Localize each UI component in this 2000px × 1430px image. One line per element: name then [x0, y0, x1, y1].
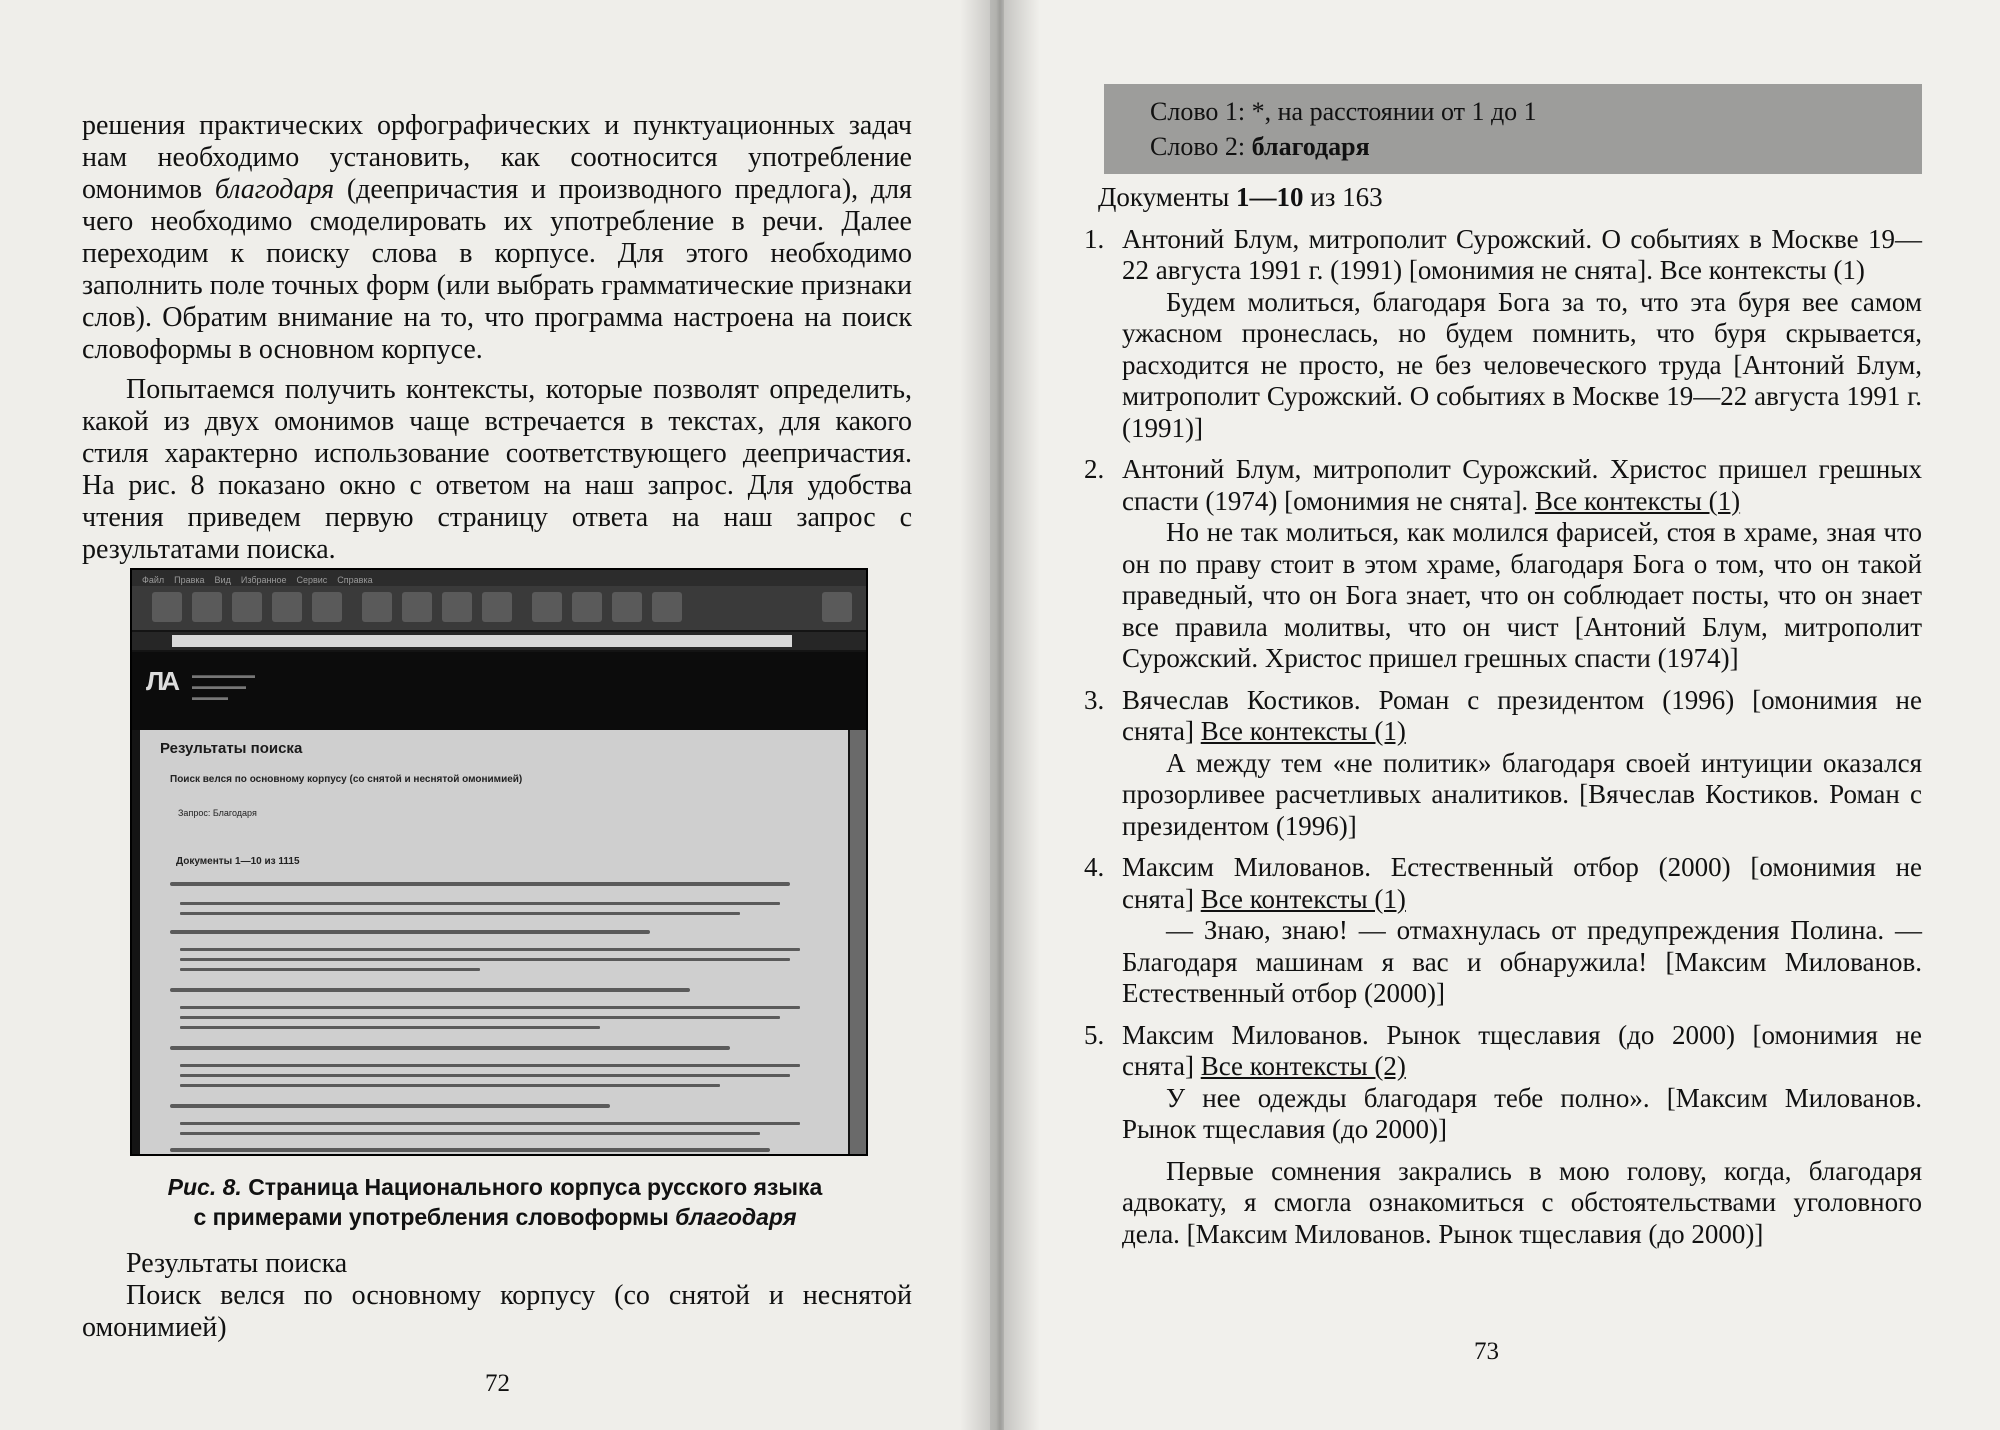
results-heading: Результаты поиска — [126, 1248, 348, 1279]
result-context: А между тем «не политик» благодаря своей интуиции оказался прозорливее расчетливых аналитиков. [Вячеслав Костиков. Роман с президентом (1996)] — [1122, 747, 1922, 841]
all-contexts-link[interactable]: Все контексты (2) — [1200, 1051, 1406, 1081]
left-bottom-text — [82, 1248, 912, 1344]
result-context: — Знаю, знаю! — отмахнулась от предупреждения Полина. — Благодаря машинам я вас и обнаружила! [Максим Милованов. Естественный отбор (2000)] — [1122, 915, 1922, 1008]
query-word-2: Слово 2: благодаря — [1150, 132, 1370, 161]
screenshot-address-bar — [132, 632, 866, 650]
result-source: Максим Милованов. Естественный отбор (2000) [омонимия не снята] Все контексты (1) — [1122, 852, 1922, 914]
query-box — [1104, 84, 1922, 174]
logo-text: ▬▬▬▬▬▬▬ ▬▬▬▬▬▬ ▬▬▬▬ — [192, 670, 255, 702]
docs-count: Документы 1—10 из 163 — [1098, 182, 1383, 212]
query-word-1: Слово 1: *, на расстоянии от 1 до 1 — [1150, 97, 1537, 126]
screenshot-title: Результаты поиска — [160, 740, 303, 757]
all-contexts-link[interactable]: Все контексты (1) — [1200, 883, 1406, 914]
result-source: Антоний Блум, митрополит Сурожский. Христос пришел грешных спасти (1974) [омонимия не снята]. Все контексты (1) — [1122, 454, 1922, 516]
result-item — [1084, 454, 1922, 675]
paragraph-1: решения практических орфографических и пунктуационных задач нам необходимо установить, как соотносится употребление омонимов благодаря (деепричастия и производного предлога), для чего необходимо смоделировать их употребление в речи. Далее переходим к поиску слова в корпусе. Для этого необходимо заполнить поле точных форм (или выбрать грамматические признаки слов). Обратим внимание на то, что программа настроена на поиск словоформы в основном корпусе. — [82, 110, 912, 365]
book-spine — [960, 0, 1040, 1430]
screenshot-menubar: Файл Правка Вид Избранное Сервис Справка — [132, 570, 866, 586]
result-item — [1084, 685, 1922, 843]
all-contexts-link[interactable]: Все контексты (1) — [1534, 485, 1741, 516]
result-context: Первые сомнения закрались в мою голову, когда, благодаря адвокату, я смогла ознакомиться с обстоятельствами уголовного дела. [Максим Милованов. Рынок тщеславия (до 2000)] — [1122, 1155, 1922, 1249]
screenshot-docs-count: Документы 1—10 из 1115 — [176, 856, 300, 867]
left-page — [0, 0, 990, 1430]
screenshot-subtitle: Поиск велся по основному корпусу (со снятой и неснятой омонимией) — [170, 774, 523, 785]
all-contexts-link[interactable]: Все контексты (1) — [1200, 716, 1406, 746]
ruscorpora-logo: ЛА — [146, 666, 178, 696]
result-number: 4. — [1084, 852, 1105, 882]
left-main-text — [82, 110, 912, 566]
screenshot-content — [140, 730, 848, 1154]
result-context: Но не так молиться, как молился фарисей, стоя в храме, зная что он по праву стоит в этом храме, благодаря Бога о том, что он такой праведный, что он Бога знает, что он соблюдает посты, что он знает все правила молитвы, что он чист [Антоний Блум, митрополит Сурожский. Христос пришел грешных спасти (1974)] — [1122, 517, 1922, 673]
page-number-right: 73 — [1474, 1338, 1499, 1365]
screenshot-toolbar — [132, 586, 866, 630]
result-source: Вячеслав Костиков. Роман с президентом (1996) [омонимия не снята] Все контексты (1) — [1122, 684, 1922, 746]
result-number: 2. — [1084, 454, 1105, 484]
result-source: Максим Милованов. Рынок тщеславия (до 2000) [омонимия не снята] Все контексты (2) — [1122, 1019, 1922, 1081]
result-item — [1084, 1020, 1922, 1251]
screenshot-scrollbar — [850, 730, 866, 1154]
results-scope: Поиск велся по основному корпусу (со снятой и неснятой омонимией) — [82, 1280, 912, 1343]
result-item — [1084, 852, 1922, 1010]
paragraph-2: Попытаемся получить контексты, которые позволят определить, какой из двух омонимов чаще встречается в текстах, для какого стиля характерно использование соответствующего деепричастия. На рис. 8 показано окно с ответом на наш запрос. Для удобства чтения приведем первую страницу ответа на наш запрос с результатами поиска. — [82, 374, 912, 565]
caption-label: Рис. 8. — [167, 1174, 242, 1200]
italic-term: благодаря — [214, 174, 335, 205]
result-number: 1. — [1084, 223, 1105, 254]
result-item — [1084, 224, 1922, 445]
page-number-left: 72 — [485, 1370, 510, 1397]
result-context: Будем молиться, благодаря Бога за то, что эта буря вее самом ужасном пронеслась, но будем помнить, что буря скрывается, расходится не просто, не без человеческого труда [Антоний Блум, митрополит Сурожский. О событиях в Москве 19—22 августа 1991 г. (1991)] — [1122, 286, 1922, 443]
screenshot-result-lines — [140, 730, 848, 1154]
right-main-text — [1084, 182, 1922, 1250]
figure-caption: Рис. 8. Страница Национального корпуса русского языка с примерами употребления словоформы благодаря — [167, 1174, 823, 1230]
result-number: 3. — [1084, 684, 1105, 715]
right-page — [1004, 0, 2000, 1430]
result-context: У нее одежды благодаря тебе полно». [Максим Милованов. Рынок тщеславия (до 2000)] — [1122, 1082, 1922, 1144]
result-source: Антоний Блум, митрополит Сурожский. О событиях в Москве 19—22 августа 1991 г. (1991) [омонимия не снята]. Все контексты (1) — [1122, 223, 1922, 285]
figure-screenshot — [130, 568, 868, 1156]
screenshot-site-header — [132, 652, 866, 730]
screenshot-query: Запрос: Благодаря — [178, 808, 257, 818]
result-number: 5. — [1084, 1019, 1105, 1050]
